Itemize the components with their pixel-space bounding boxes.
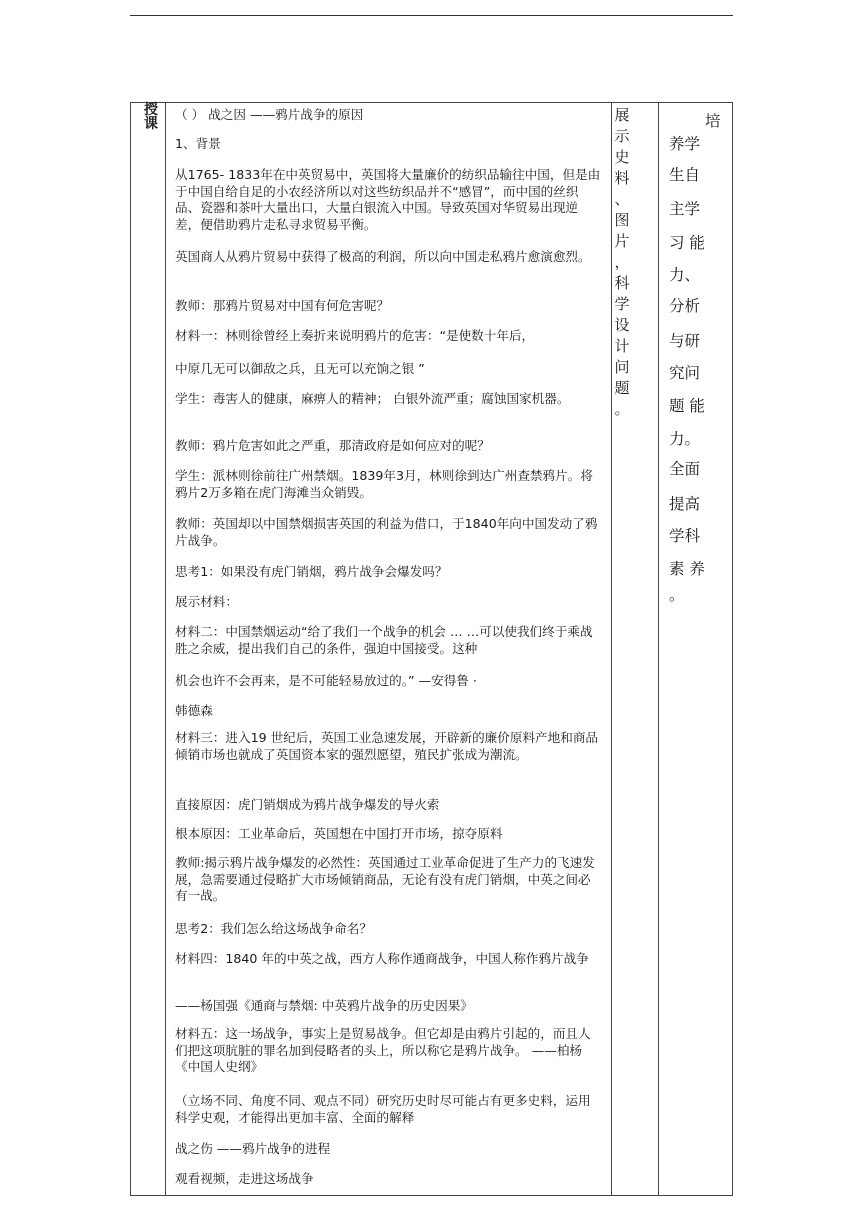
goal-line: 与研: [669, 332, 701, 350]
method-char: 料: [614, 169, 630, 187]
header-rule: [130, 15, 733, 16]
goal-line: 学科: [669, 527, 701, 545]
method-char: 史: [614, 148, 630, 166]
paragraph: 材料二：中国禁烟运动“给了我们一个战争的机会 … …可以使我们终于乘战胜之余威，提出我们自己的条件，强迫中国接受。这种: [175, 624, 593, 656]
method-char: 问: [614, 358, 630, 376]
column-divider: [658, 103, 659, 1195]
section-label-char: 课: [144, 116, 158, 132]
method-char: 题: [614, 379, 630, 397]
paragraph: 直接原因：虎门销烟成为鸦片战争爆发的导火索: [175, 797, 440, 812]
paragraph: 韩德森: [175, 703, 213, 718]
goal-line: 培: [705, 112, 721, 130]
paragraph: ——杨国强《通商与禁烟: 中英鸦片战争的历史因果》: [175, 998, 473, 1013]
method-char: 图: [614, 211, 630, 229]
goal-line: 提高: [669, 495, 701, 513]
goal-line: 习 能: [669, 234, 705, 252]
method-char: 计: [614, 337, 630, 355]
section-label-char: 授: [144, 102, 158, 118]
paragraph: 教师：英国却以中国禁烟损害英国的利益为借口，于1840年向中国发动了鸦片战争。: [175, 516, 598, 548]
section-label: [144, 103, 160, 131]
goal-line: 分析: [669, 297, 701, 315]
goal-line: 力。: [669, 430, 701, 448]
method-char: 学: [614, 295, 630, 313]
method-char: 设: [614, 316, 630, 334]
paragraph: 从1765- 1833年在中英贸易中，英国将大量廉价的纺织品输往中国，但是由于中国自给自足的小农经济所以对这些纺织品并不“感冒”，而中国的丝织品、瓷器和茶叶大量出口，大量白银流入中国。导致英国对华贸易出现逆差，便借助鸦片走私寻求贸易平衡。: [175, 167, 601, 232]
paragraph: 学生：毒害人的健康，麻痹人的精神； 白银外流严重；腐蚀国家机器。: [175, 391, 570, 406]
paragraph: 英国商人从鸦片贸易中获得了极高的利润，所以向中国走私鸦片愈演愈烈。: [175, 249, 591, 264]
paragraph: 思考1：如果没有虎门销烟，鸦片战争会爆发吗？: [175, 564, 448, 579]
goal-line: 题 能: [669, 397, 705, 415]
method-char: 、: [614, 190, 630, 208]
goal-line: 究问: [669, 364, 701, 382]
paragraph: 展示材料：: [175, 594, 238, 609]
paragraph: 学生：派林则徐前往广州禁烟。1839年3月，林则徐到达广州查禁鸦片。将鸦片2万多箱在虎门海滩当众销毁。: [175, 468, 593, 500]
method-char: 科: [614, 274, 630, 292]
paragraph: 根本原因：工业革命后，英国想在中国打开市场，掠夺原料: [175, 826, 503, 841]
paragraph: 材料三：进入19 世纪后，英国工业急速发展，开辟新的廉价原料产地和商品倾销市场也就成了英国资本家的强烈愿望，殖民扩张成为潮流。: [175, 730, 599, 762]
paragraph: 机会也许不会再来，是不可能轻易放过的。” —安得鲁 ·: [175, 673, 477, 688]
column-divider: [611, 103, 612, 1195]
goal-line: 养学: [669, 135, 701, 153]
paragraph: （立场不同、角度不同、观点不同）研究历史时尽可能占有更多史料，运用科学史观，才能得出更加丰富、全面的解释: [175, 1093, 591, 1125]
paragraph: 教师：鸦片危害如此之严重，那清政府是如何应对的呢？: [175, 438, 490, 453]
section-heading: （ ） 战之因 ——鸦片战争的原因: [175, 107, 364, 122]
method-char: 片: [614, 232, 630, 250]
method-char: 。: [614, 400, 630, 418]
goal-line: 素 养: [669, 560, 705, 578]
goal-line: 。: [669, 586, 685, 604]
goal-line: 生自: [669, 166, 701, 184]
paragraph: 思考2：我们怎么给这场战争命名？: [175, 921, 372, 936]
subheading: 1、背景: [175, 136, 221, 151]
method-char: 展: [614, 106, 630, 124]
goal-line: 主学: [669, 200, 701, 218]
paragraph: 观看视频，走进这场战争: [175, 1171, 314, 1186]
paragraph: 教师：那鸦片贸易对中国有何危害呢？: [175, 298, 390, 313]
paragraph: 中原几无可以御敌之兵，且无可以充饷之银 ”: [175, 361, 425, 376]
goal-line: 力、: [669, 266, 701, 284]
paragraph: 材料四：1840 年的中英之战，西方人称作通商战争，中国人称作鸦片战争: [175, 951, 589, 966]
paragraph: 教师:揭示鸦片战争爆发的必然性：英国通过工业革命促进了生产力的飞速发展，急需要通过侵略扩大市场倾销商品，无论有没有虎门销烟，中英之间必有一战。: [175, 855, 595, 903]
paragraph: 战之伤 ——鸦片战争的进程: [175, 1141, 331, 1156]
column-divider: [165, 103, 166, 1195]
lesson-plan-table: [130, 102, 733, 1196]
method-char: ，: [614, 253, 630, 271]
paragraph: 材料一：林则徐曾经上奏折来说明鸦片的危害：“是使数十年后，: [175, 328, 535, 343]
method-char: 示: [614, 127, 630, 145]
goal-line: 全面: [669, 460, 701, 478]
paragraph: 材料五：这一场战争，事实上是贸易战争。但它却是由鸦片引起的，而且人们把这项肮脏的罪名加到侵略者的头上，所以称它是鸦片战争。 ——柏杨《中国人史纲》: [175, 1026, 591, 1074]
teaching-method-column: [613, 105, 631, 420]
